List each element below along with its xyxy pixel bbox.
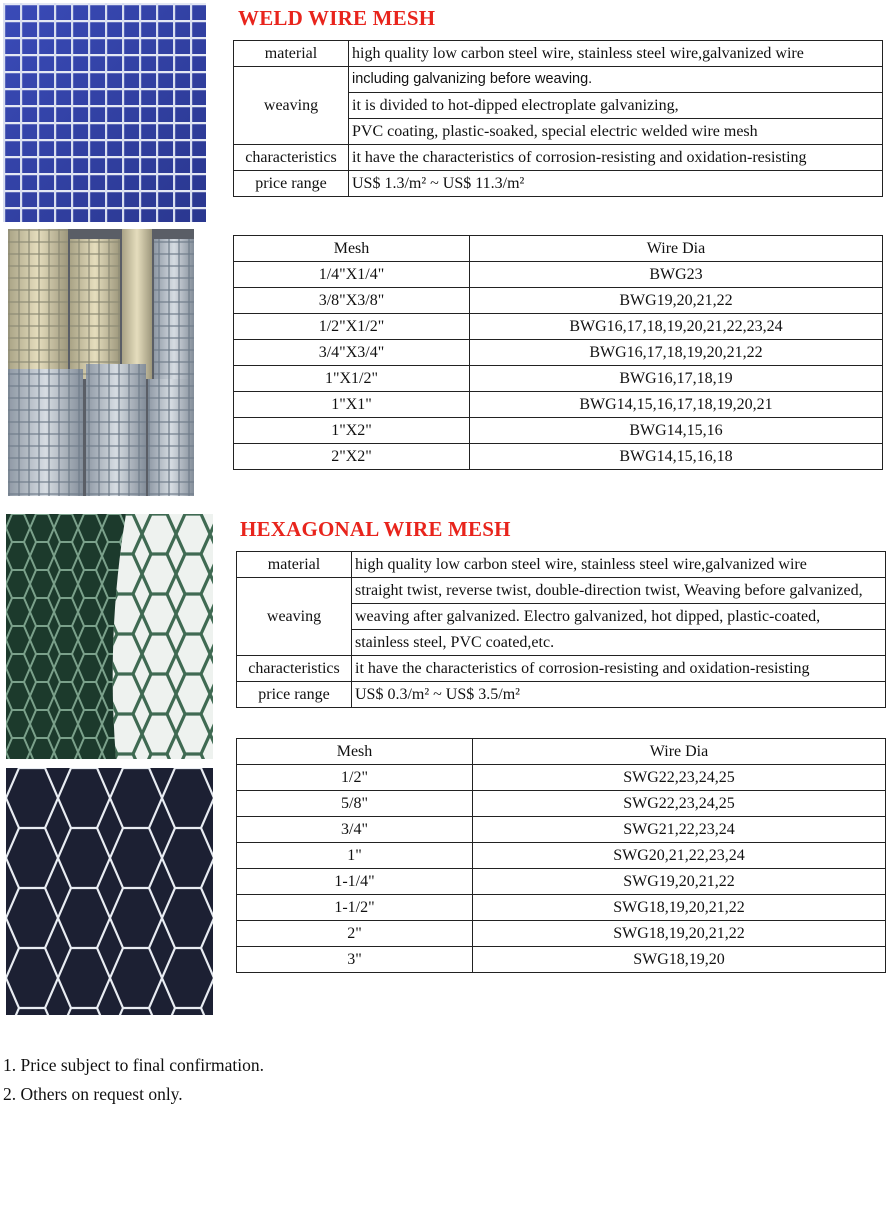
- mesh-cell: 1"X1": [234, 392, 470, 418]
- wire-dia-cell: BWG23: [470, 262, 883, 288]
- wire-dia-cell: BWG14,15,16: [470, 418, 883, 444]
- material-value: high quality low carbon steel wire, stainless steel wire,galvanized wire: [349, 41, 883, 67]
- wire-dia-cell: BWG19,20,21,22: [470, 288, 883, 314]
- weld-mesh-rolls-photo: [8, 229, 194, 496]
- wire-dia-cell: BWG14,15,16,17,18,19,20,21: [470, 392, 883, 418]
- table-row: [237, 869, 886, 895]
- table-row: [237, 791, 886, 817]
- mesh-cell: 5/8": [237, 791, 473, 817]
- wire-dia-cell: SWG19,20,21,22: [473, 869, 886, 895]
- wire-dia-cell: BWG16,17,18,19,20,21,22: [470, 340, 883, 366]
- weaving-line: including galvanizing before weaving.: [349, 67, 883, 93]
- table-row: [237, 682, 886, 708]
- table-row: [234, 314, 883, 340]
- hexagonal-wire-mesh-title: HEXAGONAL WIRE MESH: [240, 517, 511, 541]
- table-row: [234, 288, 883, 314]
- mesh-header: Mesh: [237, 739, 473, 765]
- hex-mesh-dark-photo: [6, 768, 213, 1015]
- price-range-value: US$ 1.3/m² ~ US$ 11.3/m²: [349, 171, 883, 197]
- table-row: [237, 578, 886, 604]
- weaving-line: it is divided to hot-dipped electroplate galvanizing,: [349, 93, 883, 119]
- table-row: [234, 392, 883, 418]
- wire-dia-cell: SWG22,23,24,25: [473, 765, 886, 791]
- table-header-row: [237, 739, 886, 765]
- wire-dia-cell: SWG20,21,22,23,24: [473, 843, 886, 869]
- weld-info-table: [233, 40, 883, 197]
- characteristics-value: it have the characteristics of corrosion-resisting and oxidation-resisting: [352, 656, 886, 682]
- weld-mesh-photo-blue: [3, 3, 206, 222]
- wire-dia-cell: SWG18,19,20,21,22: [473, 895, 886, 921]
- table-row: [237, 765, 886, 791]
- mesh-cell: 2": [237, 921, 473, 947]
- wire-dia-cell: SWG18,19,20: [473, 947, 886, 973]
- characteristics-value: it have the characteristics of corrosion-resisting and oxidation-resisting: [349, 145, 883, 171]
- weaving-label: weaving: [237, 578, 352, 656]
- mesh-cell: 1"X1/2": [234, 366, 470, 392]
- material-value: high quality low carbon steel wire, stainless steel wire,galvanized wire: [352, 552, 886, 578]
- mesh-cell: 1-1/4": [237, 869, 473, 895]
- mesh-cell: 1": [237, 843, 473, 869]
- table-row: [234, 444, 883, 470]
- mesh-cell: 2"X2": [234, 444, 470, 470]
- mesh-cell: 1/4"X1/4": [234, 262, 470, 288]
- hex-spec-table: [236, 738, 886, 973]
- table-row: [234, 41, 883, 67]
- weaving-line: stainless steel, PVC coated,etc.: [352, 630, 886, 656]
- characteristics-label: characteristics: [234, 145, 349, 171]
- characteristics-label: characteristics: [237, 656, 352, 682]
- wire-dia-cell: BWG16,17,18,19,20,21,22,23,24: [470, 314, 883, 340]
- note-item: 1. Price subject to final confirmation.: [3, 1055, 264, 1075]
- weaving-label: weaving: [234, 67, 349, 145]
- table-row: [234, 418, 883, 444]
- table-row: [237, 921, 886, 947]
- mesh-cell: 3/4": [237, 817, 473, 843]
- wire-dia-cell: BWG14,15,16,18: [470, 444, 883, 470]
- table-row: [237, 895, 886, 921]
- table-row: [237, 947, 886, 973]
- weld-spec-table: [233, 235, 883, 470]
- material-label: material: [237, 552, 352, 578]
- weaving-line: straight twist, reverse twist, double-direction twist, Weaving before galvanized,: [352, 578, 886, 604]
- table-header-row: [234, 236, 883, 262]
- table-row: [237, 843, 886, 869]
- price-range-value: US$ 0.3/m² ~ US$ 3.5/m²: [352, 682, 886, 708]
- table-row: [237, 656, 886, 682]
- weaving-line: PVC coating, plastic-soaked, special electric welded wire mesh: [349, 119, 883, 145]
- mesh-cell: 3": [237, 947, 473, 973]
- wire-dia-cell: BWG16,17,18,19: [470, 366, 883, 392]
- table-row: [234, 340, 883, 366]
- wire-dia-header: Wire Dia: [473, 739, 886, 765]
- mesh-cell: 3/4"X3/4": [234, 340, 470, 366]
- table-row: [237, 552, 886, 578]
- wire-dia-cell: SWG22,23,24,25: [473, 791, 886, 817]
- notes: [3, 1051, 264, 1109]
- weaving-line: weaving after galvanized. Electro galvanized, hot dipped, plastic-coated,: [352, 604, 886, 630]
- mesh-header: Mesh: [234, 236, 470, 262]
- mesh-cell: 1"X2": [234, 418, 470, 444]
- hex-info-table: [236, 551, 886, 708]
- table-row: [234, 262, 883, 288]
- mesh-cell: 1/2"X1/2": [234, 314, 470, 340]
- table-row: [234, 366, 883, 392]
- wire-dia-cell: SWG21,22,23,24: [473, 817, 886, 843]
- wire-dia-header: Wire Dia: [470, 236, 883, 262]
- mesh-cell: 1/2": [237, 765, 473, 791]
- table-row: [234, 67, 883, 93]
- price-range-label: price range: [234, 171, 349, 197]
- note-item: 2. Others on request only.: [3, 1084, 183, 1104]
- table-row: [237, 817, 886, 843]
- table-row: [234, 145, 883, 171]
- hex-mesh-green-photo: [6, 514, 213, 759]
- wire-dia-cell: SWG18,19,20,21,22: [473, 921, 886, 947]
- mesh-cell: 1-1/2": [237, 895, 473, 921]
- table-row: [234, 171, 883, 197]
- mesh-cell: 3/8"X3/8": [234, 288, 470, 314]
- price-range-label: price range: [237, 682, 352, 708]
- weld-wire-mesh-title: WELD WIRE MESH: [238, 6, 436, 30]
- material-label: material: [234, 41, 349, 67]
